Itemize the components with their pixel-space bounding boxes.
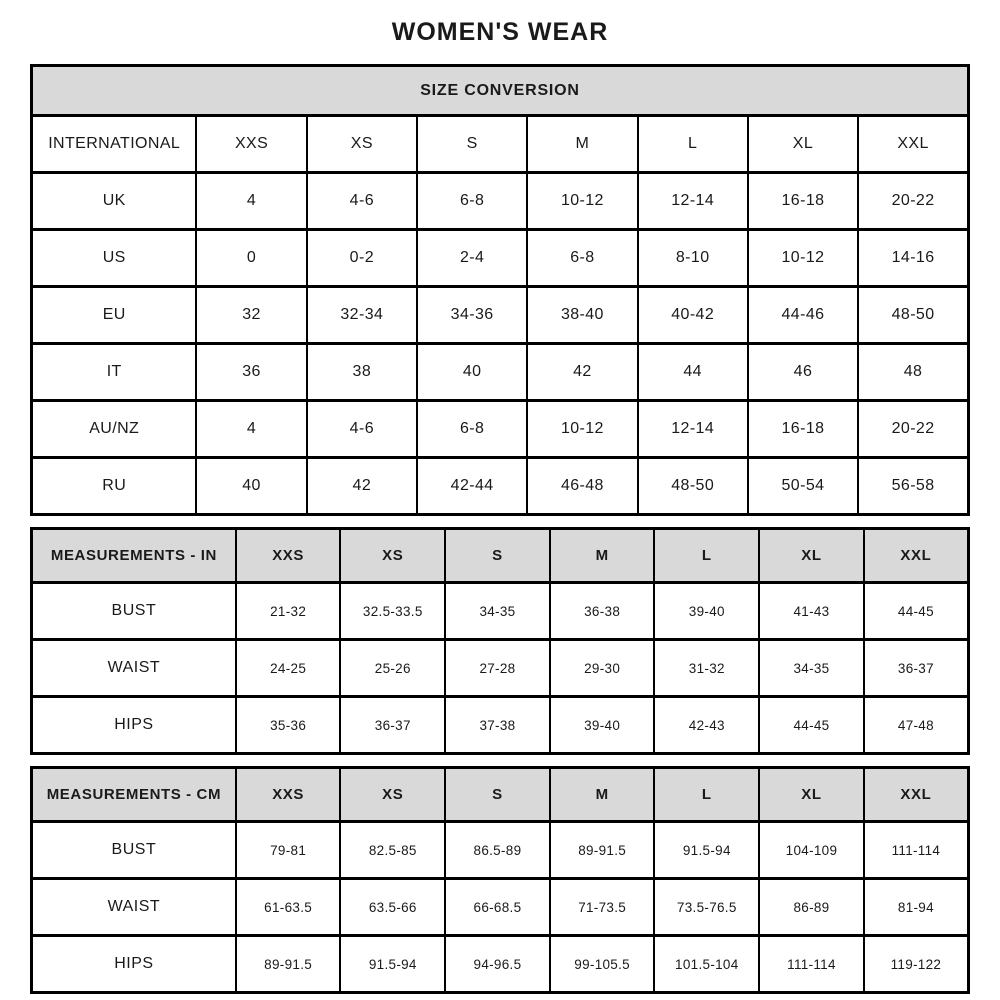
value-cell: 42-43 — [654, 697, 759, 754]
value-cell: 48 — [858, 344, 968, 401]
measurements-in-table — [30, 527, 970, 755]
value-cell: 36-37 — [340, 697, 445, 754]
value-cell: 20-22 — [858, 401, 968, 458]
size-conversion-body — [32, 116, 969, 515]
row-label: UK — [32, 173, 197, 230]
value-cell: 38 — [307, 344, 417, 401]
value-cell: 6-8 — [417, 401, 527, 458]
value-cell: 32-34 — [307, 287, 417, 344]
value-cell: S — [445, 529, 550, 583]
value-cell: 63.5-66 — [340, 879, 445, 936]
value-cell: 40 — [417, 344, 527, 401]
value-cell: 99-105.5 — [550, 936, 655, 993]
value-cell: 66-68.5 — [445, 879, 550, 936]
value-cell: 38-40 — [527, 287, 637, 344]
value-cell: 50-54 — [748, 458, 858, 515]
value-cell: 6-8 — [417, 173, 527, 230]
measurements-cm-table — [30, 766, 970, 994]
value-cell: M — [527, 116, 637, 173]
value-cell: 4-6 — [307, 401, 417, 458]
value-cell: 111-114 — [759, 936, 864, 993]
table-row — [32, 697, 969, 754]
value-cell: 71-73.5 — [550, 879, 655, 936]
value-cell: 44-45 — [864, 583, 969, 640]
value-cell: L — [638, 116, 748, 173]
value-cell: 21-32 — [236, 583, 341, 640]
value-cell: XXL — [858, 116, 968, 173]
value-cell: 39-40 — [550, 697, 655, 754]
value-cell: 81-94 — [864, 879, 969, 936]
table-row — [32, 401, 969, 458]
measurements-cm-head — [32, 768, 969, 822]
value-cell: 91.5-94 — [340, 936, 445, 993]
row-label: BUST — [32, 822, 236, 879]
value-cell: 36-37 — [864, 640, 969, 697]
value-cell: 48-50 — [858, 287, 968, 344]
row-label: MEASUREMENTS - IN — [32, 529, 236, 583]
value-cell: 34-35 — [445, 583, 550, 640]
value-cell: 42 — [527, 344, 637, 401]
row-label: HIPS — [32, 936, 236, 993]
value-cell: 16-18 — [748, 401, 858, 458]
value-cell: 4 — [196, 173, 306, 230]
value-cell: XXS — [236, 768, 341, 822]
row-label: BUST — [32, 583, 236, 640]
value-cell: 101.5-104 — [654, 936, 759, 993]
value-cell: 14-16 — [858, 230, 968, 287]
value-cell: XXS — [196, 116, 306, 173]
value-cell: S — [445, 768, 550, 822]
value-cell: 48-50 — [638, 458, 748, 515]
value-cell: 111-114 — [864, 822, 969, 879]
value-cell: 47-48 — [864, 697, 969, 754]
table-row — [32, 822, 969, 879]
value-cell: 10-12 — [748, 230, 858, 287]
measurements-in-head — [32, 529, 969, 583]
table-row — [32, 640, 969, 697]
value-cell: 27-28 — [445, 640, 550, 697]
row-label: WAIST — [32, 879, 236, 936]
table-row — [32, 173, 969, 230]
table-row — [32, 230, 969, 287]
international-sizes-row — [32, 116, 969, 173]
size-header-row — [32, 529, 969, 583]
value-cell: 91.5-94 — [654, 822, 759, 879]
value-cell: M — [550, 768, 655, 822]
row-label: MEASUREMENTS - CM — [32, 768, 236, 822]
value-cell: 79-81 — [236, 822, 341, 879]
value-cell: 20-22 — [858, 173, 968, 230]
value-cell: L — [654, 768, 759, 822]
value-cell: 24-25 — [236, 640, 341, 697]
table-row — [32, 936, 969, 993]
value-cell: 40 — [196, 458, 306, 515]
value-cell: XS — [307, 116, 417, 173]
value-cell: 73.5-76.5 — [654, 879, 759, 936]
value-cell: M — [550, 529, 655, 583]
value-cell: L — [654, 529, 759, 583]
value-cell: 44 — [638, 344, 748, 401]
row-label: US — [32, 230, 197, 287]
value-cell: 61-63.5 — [236, 879, 341, 936]
value-cell: 29-30 — [550, 640, 655, 697]
table-row — [32, 344, 969, 401]
table-row — [32, 583, 969, 640]
value-cell: 46 — [748, 344, 858, 401]
value-cell: 56-58 — [858, 458, 968, 515]
value-cell: 86.5-89 — [445, 822, 550, 879]
value-cell: 8-10 — [638, 230, 748, 287]
table-row — [32, 458, 969, 515]
value-cell: XXL — [864, 529, 969, 583]
value-cell: XXS — [236, 529, 341, 583]
table-row — [32, 287, 969, 344]
value-cell: 6-8 — [527, 230, 637, 287]
row-label: EU — [32, 287, 197, 344]
value-cell: XXL — [864, 768, 969, 822]
value-cell: 25-26 — [340, 640, 445, 697]
value-cell: 31-32 — [654, 640, 759, 697]
value-cell: 16-18 — [748, 173, 858, 230]
measurements-cm-body — [32, 822, 969, 993]
value-cell: 44-45 — [759, 697, 864, 754]
value-cell: 86-89 — [759, 879, 864, 936]
value-cell: 42-44 — [417, 458, 527, 515]
value-cell: 89-91.5 — [236, 936, 341, 993]
row-label: IT — [32, 344, 197, 401]
row-label: INTERNATIONAL — [32, 116, 197, 173]
value-cell: 34-35 — [759, 640, 864, 697]
value-cell: 10-12 — [527, 401, 637, 458]
value-cell: 39-40 — [654, 583, 759, 640]
value-cell: XL — [759, 529, 864, 583]
table-row — [32, 879, 969, 936]
value-cell: 40-42 — [638, 287, 748, 344]
value-cell: 12-14 — [638, 401, 748, 458]
value-cell: 36 — [196, 344, 306, 401]
size-header-row — [32, 768, 969, 822]
value-cell: 37-38 — [445, 697, 550, 754]
measurements-in-body — [32, 583, 969, 754]
row-label: RU — [32, 458, 197, 515]
value-cell: XL — [759, 768, 864, 822]
value-cell: 4-6 — [307, 173, 417, 230]
size-conversion-banner-row — [32, 66, 969, 116]
value-cell: S — [417, 116, 527, 173]
page-title: WOMEN'S WEAR — [391, 18, 609, 46]
value-cell: 35-36 — [236, 697, 341, 754]
value-cell: 119-122 — [864, 936, 969, 993]
value-cell: 104-109 — [759, 822, 864, 879]
value-cell: 4 — [196, 401, 306, 458]
size-conversion-head — [32, 66, 969, 116]
value-cell: XS — [340, 768, 445, 822]
value-cell: 2-4 — [417, 230, 527, 287]
value-cell: 44-46 — [748, 287, 858, 344]
value-cell: 89-91.5 — [550, 822, 655, 879]
size-conversion-table — [30, 64, 970, 516]
row-label: AU/NZ — [32, 401, 197, 458]
row-label: WAIST — [32, 640, 236, 697]
value-cell: XL — [748, 116, 858, 173]
value-cell: 0 — [196, 230, 306, 287]
value-cell: 0-2 — [307, 230, 417, 287]
value-cell: 32.5-33.5 — [340, 583, 445, 640]
value-cell: 94-96.5 — [445, 936, 550, 993]
row-label: HIPS — [32, 697, 236, 754]
value-cell: 46-48 — [527, 458, 637, 515]
value-cell: XS — [340, 529, 445, 583]
value-cell: 32 — [196, 287, 306, 344]
value-cell: 36-38 — [550, 583, 655, 640]
value-cell: 34-36 — [417, 287, 527, 344]
value-cell: 82.5-85 — [340, 822, 445, 879]
value-cell: 41-43 — [759, 583, 864, 640]
value-cell: 12-14 — [638, 173, 748, 230]
size-conversion-banner: SIZE CONVERSION — [32, 66, 969, 116]
value-cell: 10-12 — [527, 173, 637, 230]
value-cell: 42 — [307, 458, 417, 515]
